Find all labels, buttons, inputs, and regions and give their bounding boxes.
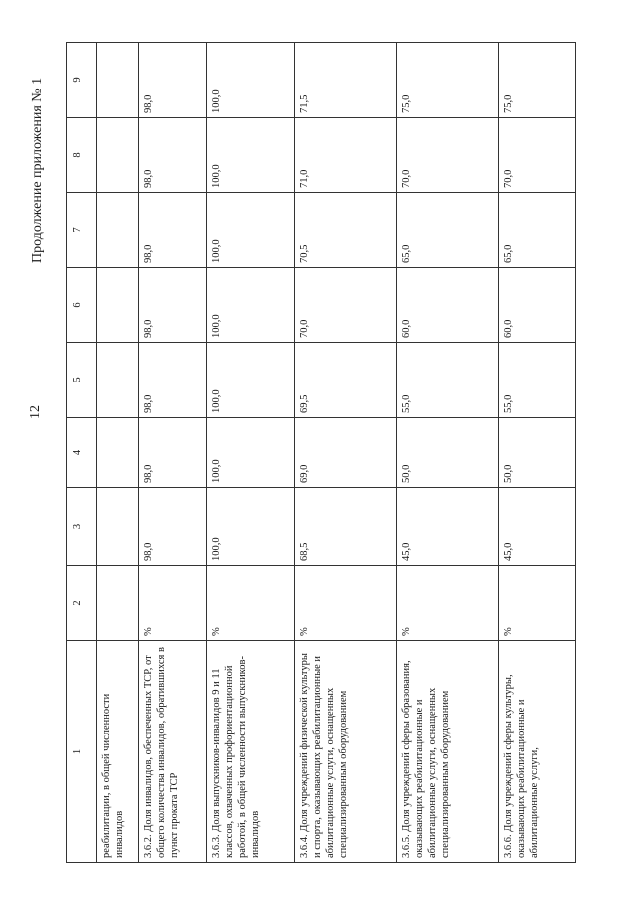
unit-cell <box>97 566 139 641</box>
value-cell: 98,0 <box>139 43 207 118</box>
indicator-name: 3.6.4. Доля учреждений физической культуры и спорта, оказывающих реабилитационные и абилитационные услуги, оснащенных специализированным оборудованием <box>295 641 397 863</box>
value-cell <box>97 343 139 418</box>
value-cell: 100,0 <box>207 418 295 488</box>
value-cell: 69,5 <box>295 343 397 418</box>
value-cell: 70,0 <box>499 118 576 193</box>
value-cell: 75,0 <box>499 43 576 118</box>
value-cell: 45,0 <box>499 488 576 566</box>
table-row <box>499 43 576 863</box>
value-cell <box>97 418 139 488</box>
value-cell: 100,0 <box>207 488 295 566</box>
table-row <box>397 43 499 863</box>
value-cell: 60,0 <box>499 268 576 343</box>
column-number: 4 <box>67 418 97 488</box>
value-cell: 70,5 <box>295 193 397 268</box>
value-cell: 100,0 <box>207 43 295 118</box>
value-cell: 71,0 <box>295 118 397 193</box>
value-cell: 69,0 <box>295 418 397 488</box>
value-cell: 100,0 <box>207 343 295 418</box>
value-cell <box>97 268 139 343</box>
value-cell: 68,5 <box>295 488 397 566</box>
value-cell: 98,0 <box>139 118 207 193</box>
column-number: 2 <box>67 566 97 641</box>
value-cell: 70,0 <box>397 118 499 193</box>
value-cell: 60,0 <box>397 268 499 343</box>
value-cell: 75,0 <box>397 43 499 118</box>
indicator-name: 3.6.2. Доля инвалидов, обеспеченных ТСР, от общего количества инвалидов, обратившихся в пункт проката ТСР <box>139 641 207 863</box>
value-cell: 100,0 <box>207 193 295 268</box>
column-number: 8 <box>67 118 97 193</box>
value-cell: 65,0 <box>397 193 499 268</box>
column-number: 3 <box>67 488 97 566</box>
table-row <box>207 43 295 863</box>
column-number: 9 <box>67 43 97 118</box>
table-row <box>139 43 207 863</box>
value-cell <box>97 43 139 118</box>
value-cell <box>97 488 139 566</box>
value-cell: 70,0 <box>295 268 397 343</box>
value-cell: 98,0 <box>139 193 207 268</box>
value-cell: 98,0 <box>139 268 207 343</box>
value-cell: 100,0 <box>207 268 295 343</box>
unit-cell: % <box>397 566 499 641</box>
value-cell: 50,0 <box>499 418 576 488</box>
indicator-name: 3.6.3. Доля выпускников-инвалидов 9 и 11 классов, охваченных профориентационной работой, в общей численности выпускников-инвалидов <box>207 641 295 863</box>
value-cell: 100,0 <box>207 118 295 193</box>
value-cell: 55,0 <box>397 343 499 418</box>
value-cell <box>97 118 139 193</box>
value-cell: 65,0 <box>499 193 576 268</box>
unit-cell: % <box>295 566 397 641</box>
table-row <box>97 43 139 863</box>
indicators-table <box>66 42 576 863</box>
column-number: 1 <box>67 641 97 863</box>
value-cell: 98,0 <box>139 418 207 488</box>
value-cell: 98,0 <box>139 488 207 566</box>
indicator-name: 3.6.5. Доля учреждений сферы образования, оказывающих реабилитационные и абилитационные услуги, оснащенных специализированным оборудованием <box>397 641 499 863</box>
unit-cell: % <box>207 566 295 641</box>
column-number: 6 <box>67 268 97 343</box>
appendix-continuation-title: Продолжение приложения № 1 <box>30 77 45 263</box>
table-header-row <box>67 43 97 863</box>
unit-cell: % <box>499 566 576 641</box>
value-cell: 55,0 <box>499 343 576 418</box>
unit-cell: % <box>139 566 207 641</box>
value-cell: 45,0 <box>397 488 499 566</box>
value-cell: 71,5 <box>295 43 397 118</box>
column-number: 7 <box>67 193 97 268</box>
value-cell: 50,0 <box>397 418 499 488</box>
table-row <box>295 43 397 863</box>
value-cell <box>97 193 139 268</box>
indicator-name: 3.6.6. Доля учреждений сферы культуры, оказывающих реабилитационные и абилитационные услуги, <box>499 641 576 863</box>
value-cell: 98,0 <box>139 343 207 418</box>
column-number: 5 <box>67 343 97 418</box>
page-number: 12 <box>28 405 43 419</box>
indicator-name: реабилитации, в общей численности инвалидов <box>97 641 139 863</box>
